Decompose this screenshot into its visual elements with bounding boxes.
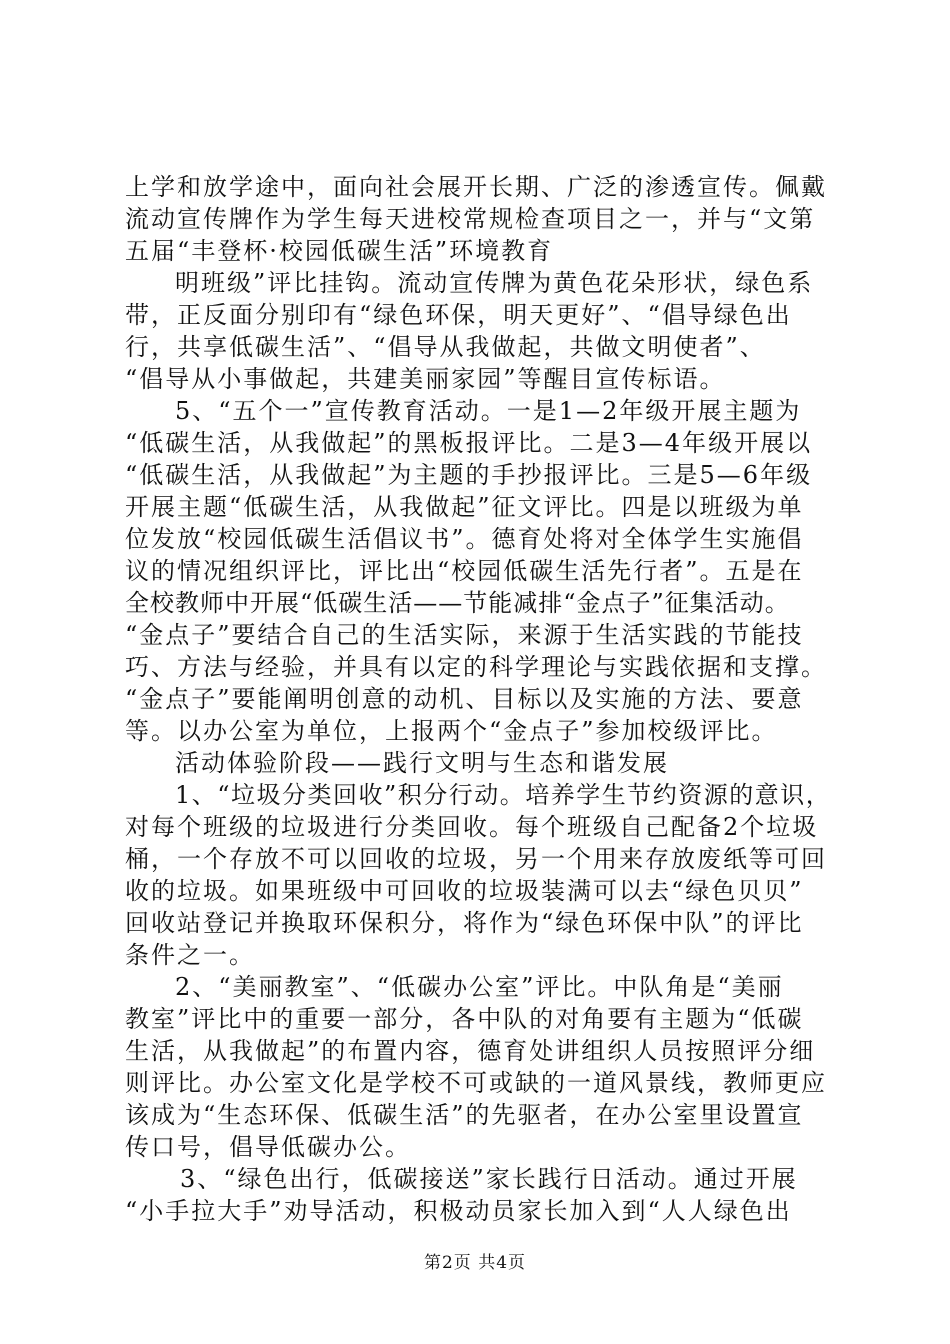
text-line: 5、“五个一”宣传教育活动。一是1—2年级开展主题为 — [175, 397, 802, 425]
text-line: 巧、方法与经验，并具有以定的科学理论与实践依据和支撑。 — [125, 653, 827, 681]
text-line: 回收站登记并换取环保积分，将作为“绿色环保中队”的评比 — [125, 909, 804, 937]
text-line: 生活，从我做起”的布置内容，德育处讲组织人员按照评分细 — [125, 1037, 816, 1065]
page-footer: 第2页 共4页 — [423, 1253, 527, 1273]
text-line: 3、“绿色出行，低碳接送”家长践行日活动。通过开展 — [180, 1165, 798, 1193]
text-line: 则评比。办公室文化是学校不可或缺的一道风景线，教师更应 — [125, 1069, 827, 1097]
text-line: 五届“丰登杯·校园低碳生活”环境教育 — [125, 237, 554, 265]
text-line: 位发放“校园低碳生活倡议书”。德育处将对全体学生实施倡 — [125, 525, 804, 553]
text-line: 教室”评比中的重要一部分，各中队的对角要有主题为“低碳 — [125, 1005, 804, 1033]
text-line: “金点子”要结合自己的生活实际，来源于生活实践的节能技 — [125, 621, 804, 649]
text-line: 1、“垃圾分类回收”积分行动。培养学生节约资源的意识， — [175, 781, 832, 809]
text-line: 带，正反面分别印有“绿色环保，明天更好”、“倡导绿色出 — [125, 301, 792, 329]
text-line: 明班级”评比挂钩。流动宣传牌为黄色花朵形状，绿色系 — [175, 269, 814, 297]
text-line: 桶，一个存放不可以回收的垃圾，另一个用来存放废纸等可回 — [125, 845, 827, 873]
text-line: 2、“美丽教室”、“低碳办公室”评比。中队角是“美丽 — [175, 973, 784, 1001]
text-line: 条件之一。 — [125, 941, 255, 969]
text-line: “金点子”要能阐明创意的动机、目标以及实施的方法、要意 — [125, 685, 804, 713]
text-line: 行，共享低碳生活”、“倡导从我做起，共做文明使者”、 — [125, 333, 766, 361]
section-heading: 活动体验阶段——践行文明与生态和谐发展 — [175, 749, 669, 777]
text-line: 上学和放学途中，面向社会展开长期、广泛的渗透宣传。佩戴 — [125, 173, 827, 201]
text-line: 收的垃圾。如果班级中可回收的垃圾装满可以去“绿色贝贝” — [125, 877, 804, 905]
text-line: 议的情况组织评比，评比出“校园低碳生活先行者”。五是在 — [125, 557, 804, 585]
text-line: “小手拉大手”劝导活动，积极动员家长加入到“人人绿色出 — [125, 1197, 792, 1225]
text-line: 该成为“生态环保、低碳生活”的先驱者，在办公室里设置宣 — [125, 1101, 804, 1129]
text-line: 流动宣传牌作为学生每天进校常规检查项目之一，并与“文第 — [125, 205, 816, 233]
text-line: 开展主题“低碳生活，从我做起”征文评比。四是以班级为单 — [125, 493, 804, 521]
text-line: 传口号，倡导低碳办公。 — [125, 1133, 411, 1161]
text-line: “低碳生活，从我做起”的黑板报评比。二是3—4年级开展以 — [125, 429, 813, 457]
text-line: “低碳生活，从我做起”为主题的手抄报评比。三是5—6年级 — [125, 461, 813, 489]
text-line: “倡导从小事做起，共建美丽家园”等醒目宣传标语。 — [125, 365, 726, 393]
text-line: 等。以办公室为单位，上报两个“金点子”参加校级评比。 — [125, 717, 778, 745]
text-line: 对每个班级的垃圾进行分类回收。每个班级自己配备2个垃圾 — [125, 813, 819, 841]
text-line: 全校教师中开展“低碳生活——节能减排“金点子”征集活动。 — [125, 589, 790, 617]
